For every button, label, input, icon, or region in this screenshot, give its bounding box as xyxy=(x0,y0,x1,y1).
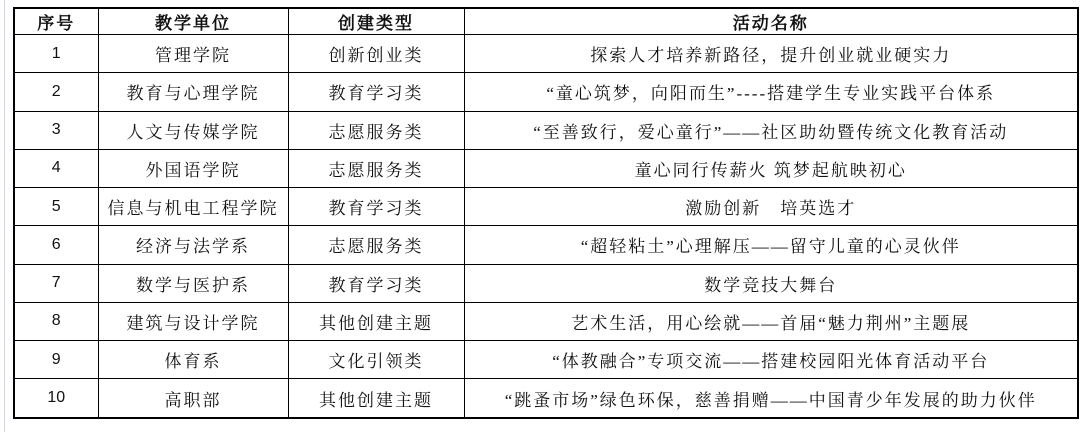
unit-cell: 高职部 xyxy=(98,379,288,418)
unit-cell: 管理学院 xyxy=(98,35,288,73)
unit-cell: 教育与心理学院 xyxy=(98,73,288,111)
activity-cell: “超轻粘土”心理解压——留守儿童的心灵伙伴 xyxy=(464,226,1078,264)
unit-cell: 人文与传媒学院 xyxy=(98,111,288,149)
activity-cell: “至善致行，爱心童行”——社区助幼暨传统文化教育活动 xyxy=(464,111,1078,149)
type-cell: 教育学习类 xyxy=(288,73,464,111)
row-number-cell: 2 xyxy=(14,73,98,111)
header-row-number: 序号 xyxy=(14,8,98,35)
table-row xyxy=(14,149,1078,187)
unit-cell: 体育系 xyxy=(98,341,288,379)
type-cell: 其他创建主题 xyxy=(288,379,464,418)
table-row xyxy=(14,226,1078,264)
table-row xyxy=(14,379,1078,418)
type-cell: 志愿服务类 xyxy=(288,149,464,187)
activity-cell: “体教融合”专项交流——搭建校园阳光体育活动平台 xyxy=(464,341,1078,379)
page-edge-line xyxy=(4,0,5,432)
header-teaching-unit: 教学单位 xyxy=(98,8,288,35)
row-number-cell: 5 xyxy=(14,188,98,226)
unit-cell: 信息与机电工程学院 xyxy=(98,188,288,226)
activity-table xyxy=(13,7,1079,419)
table-row xyxy=(14,341,1078,379)
table-row xyxy=(14,111,1078,149)
type-cell: 文化引领类 xyxy=(288,341,464,379)
type-cell: 其他创建主题 xyxy=(288,302,464,340)
row-number-cell: 8 xyxy=(14,302,98,340)
table-row xyxy=(14,73,1078,111)
type-cell: 志愿服务类 xyxy=(288,226,464,264)
header-activity-name: 活动名称 xyxy=(464,8,1078,35)
row-number-cell: 10 xyxy=(14,379,98,418)
activity-cell: 数学竞技大舞台 xyxy=(464,264,1078,302)
row-number-cell: 9 xyxy=(14,341,98,379)
type-cell: 创新创业类 xyxy=(288,35,464,73)
unit-cell: 经济与法学系 xyxy=(98,226,288,264)
type-cell: 教育学习类 xyxy=(288,264,464,302)
table-row xyxy=(14,302,1078,340)
row-number-cell: 1 xyxy=(14,35,98,73)
unit-cell: 建筑与设计学院 xyxy=(98,302,288,340)
activity-cell: “跳蚤市场”绿色环保，慈善捐赠——中国青少年发展的助力伙伴 xyxy=(464,379,1078,418)
activity-cell: “童心筑梦，向阳而生”----搭建学生专业实践平台体系 xyxy=(464,73,1078,111)
table-row xyxy=(14,35,1078,73)
table-row xyxy=(14,264,1078,302)
table-header-row xyxy=(14,8,1078,35)
table-row xyxy=(14,188,1078,226)
header-creation-type: 创建类型 xyxy=(288,8,464,35)
activity-cell: 童心同行传薪火 筑梦起航映初心 xyxy=(464,149,1078,187)
type-cell: 志愿服务类 xyxy=(288,111,464,149)
type-cell: 教育学习类 xyxy=(288,188,464,226)
unit-cell: 外国语学院 xyxy=(98,149,288,187)
row-number-cell: 6 xyxy=(14,226,98,264)
row-number-cell: 7 xyxy=(14,264,98,302)
activity-cell: 激励创新 培英选才 xyxy=(464,188,1078,226)
activity-cell: 艺术生活，用心绘就——首届“魅力荆州”主题展 xyxy=(464,302,1078,340)
row-number-cell: 3 xyxy=(14,111,98,149)
row-number-cell: 4 xyxy=(14,149,98,187)
activity-cell: 探索人才培养新路径，提升创业就业硬实力 xyxy=(464,35,1078,73)
unit-cell: 数学与医护系 xyxy=(98,264,288,302)
